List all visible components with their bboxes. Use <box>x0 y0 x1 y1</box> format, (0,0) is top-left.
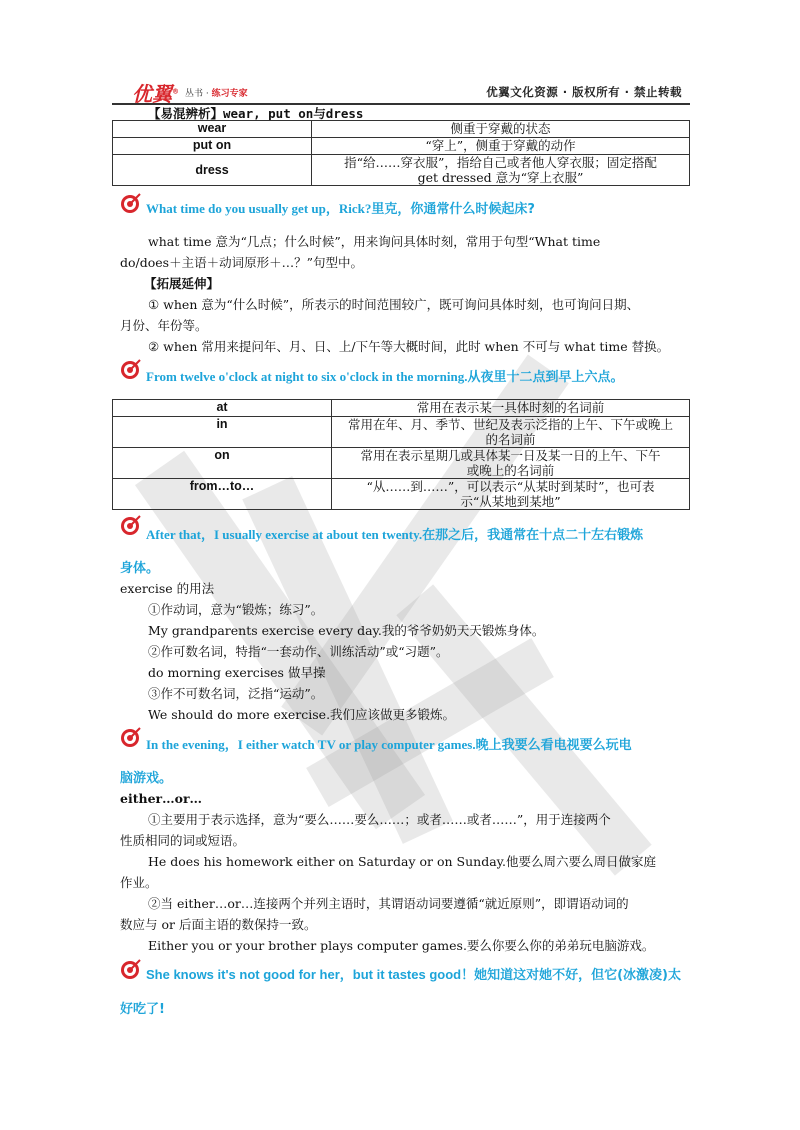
table-row <box>113 121 690 138</box>
table-row <box>113 138 690 155</box>
paragraph: exercise 的用法 <box>120 581 215 596</box>
target-icon <box>120 358 142 380</box>
paragraph: ②作可数名词，特指“一套动作、训练活动”或“习题”。 <box>148 644 449 659</box>
extension-title: 【拓展延伸】 <box>144 276 220 291</box>
key-sentence-cont: 好吃了! <box>120 1002 165 1017</box>
table-cell: on <box>113 448 332 479</box>
paragraph: ③作不可数名词，泛指“运动”。 <box>148 686 324 701</box>
paragraph: what time 意为“几点；什么时候”，用来询问具体时刻，常用于句型“What time <box>148 234 601 249</box>
table-cell: dress <box>113 155 312 186</box>
key-sentence: She knows it's not good for her，but it tastes good！她知道这对她不好，但它(冰激凌)太 <box>146 967 681 983</box>
table-cell: 常用在表示某一具体时刻的名词前 <box>332 400 690 417</box>
table-cell: 常用在年、月、季节、世纪及表示泛指的上午、下午或晚上 的名词前 <box>332 417 690 448</box>
target-icon <box>120 958 142 980</box>
key-sentence-cont: 身体。 <box>120 561 160 576</box>
paragraph: He does his homework either on Saturday or on Sunday.他要么周六要么周日做家庭 <box>148 854 657 869</box>
table-row <box>113 400 690 417</box>
paragraph: do/does＋主语＋动词原形＋…？”句型中。 <box>120 255 363 270</box>
paragraph: Either you or your brother plays computer games.要么你要么你的弟弟玩电脑游戏。 <box>148 938 655 953</box>
paragraph: ② when 常用来提问年、月、日、上/下午等大概时间，此时 when 不可与 what time 替换。 <box>148 339 670 354</box>
table-cell: put on <box>113 138 312 155</box>
table-cell: 指“给……穿衣服”，指给自己或者他人穿衣服；固定搭配 get dressed 意为“穿上衣服” <box>312 155 690 186</box>
table-cell: “穿上”，侧重于穿戴的动作 <box>312 138 690 155</box>
table-cell: in <box>113 417 332 448</box>
copyright-notice: 优翼文化资源 · 版权所有 · 禁止转载 <box>486 85 682 99</box>
table-cell: 常用在表示星期几或具体某一日及某一日的上午、下午 或晚上的名词前 <box>332 448 690 479</box>
paragraph: ①作动词，意为“锻炼；练习”。 <box>148 602 324 617</box>
table-cell: from…to… <box>113 479 332 510</box>
key-sentence: After that，I usually exercise at about ten twenty.在那之后，我通常在十点二十左右锻炼 <box>146 527 644 543</box>
target-icon <box>120 726 142 748</box>
key-sentence: What time do you usually get up，Rick?里克，你通常什么时候起床? <box>146 201 535 217</box>
target-icon <box>120 192 142 214</box>
table-cell: at <box>113 400 332 417</box>
paragraph: do morning exercises 做早操 <box>148 665 326 680</box>
table-cell: wear <box>113 121 312 138</box>
brand-logo: 优翼® <box>132 82 179 106</box>
table-cell: “从……到……”，可以表示“从某时到某时”，也可表 示“从某地到某地” <box>332 479 690 510</box>
paragraph: My grandparents exercise every day.我的爷爷奶奶天天锻炼身体。 <box>148 623 545 638</box>
paragraph: ①主要用于表示选择，意为“要么……要么……；或者……或者……”，用于连接两个 <box>148 812 611 827</box>
preposition-table <box>112 399 690 510</box>
table-cell: 侧重于穿戴的状态 <box>312 121 690 138</box>
section-title: 【易混辨析】wear, put on与dress <box>148 106 364 121</box>
paragraph: either…or… <box>120 791 203 806</box>
key-sentence: From twelve o'clock at night to six o'clock in the morning.从夜里十二点到早上六点。 <box>146 369 624 385</box>
confusion-table <box>112 120 690 186</box>
table-row <box>113 479 690 510</box>
paragraph: We should do more exercise.我们应该做更多锻炼。 <box>148 707 456 722</box>
table-row <box>113 417 690 448</box>
key-sentence-cont: 脑游戏。 <box>120 771 173 786</box>
series-name: 丛书 · 练习专家 <box>185 89 248 99</box>
target-icon <box>120 514 142 536</box>
table-row <box>113 448 690 479</box>
paragraph: 性质相同的词或短语。 <box>120 833 246 848</box>
paragraph: 数应与 or 后面主语的数保持一致。 <box>120 917 317 932</box>
paragraph: ① when 意为“什么时候”，所表示的时间范围较广，既可询问具体时刻，也可询问日期、 <box>148 297 640 312</box>
paragraph: 作业。 <box>120 875 158 890</box>
paragraph: 月份、年份等。 <box>120 318 208 333</box>
key-sentence: In the evening，I either watch TV or play computer games.晚上我要么看电视要么玩电 <box>146 737 632 753</box>
table-row <box>113 155 690 186</box>
paragraph: ②当 either…or…连接两个并列主语时，其谓语动词要遵循“就近原则”，即谓语动词的 <box>148 896 629 911</box>
